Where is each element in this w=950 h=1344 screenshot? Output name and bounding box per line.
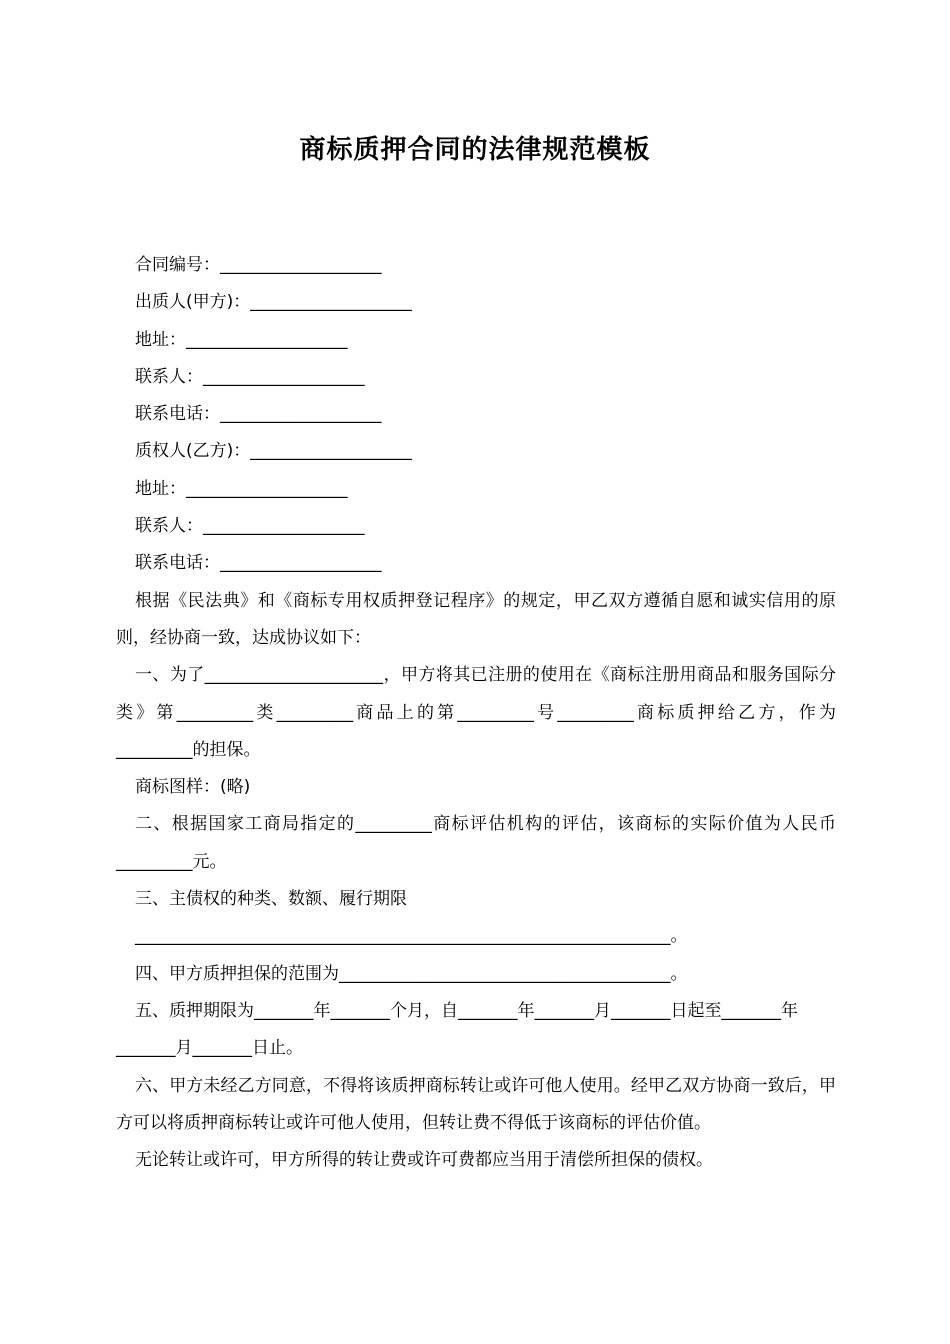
clause-6: 六、甲方未经乙方同意，不得将该质押商标转让或许可他人使用。经甲乙双方协商一致后，甲方可以将质押商标转让或许可他人使用，但转让费不得低于该商标的评估价值。: [116, 1075, 836, 1133]
pledgor-field: 出质人(甲方)：___________________: [135, 292, 412, 313]
clause-1: 一、为了_____________________，甲方将其已注册的使用在《商标注册用商品和服务国际分类》第_________类_________商品上的第_________号_________商标质押给乙方，作为_________的担保。: [116, 665, 836, 760]
pledgor-address-field: 地址：___________________: [135, 329, 348, 350]
pledgee-address-field: 地址：___________________: [135, 478, 348, 499]
pledgee-contact-field: 联系人：___________________: [135, 516, 365, 537]
pledgor-phone-field: 联系电话：___________________: [135, 404, 382, 425]
pledgee-field: 质权人(乙方)：___________________: [135, 441, 412, 462]
clause-6-note: 无论转让或许可，甲方所得的转让费或许可费都应当用于清偿所担保的债权。: [135, 1150, 713, 1171]
trademark-sample-line: 商标图样：(略): [135, 777, 251, 798]
document-title: 商标质押合同的法律规范模板: [299, 135, 651, 165]
clause-2: 二、根据国家工商局指定的_________商标评估机构的评估，该商标的实际价值为人民币_________元。: [116, 814, 836, 872]
clause-5: 五、质押期限为_______年_______个月，自_______年_______月_______日起至_______年_______月_______日止。: [116, 1000, 798, 1059]
contract-number-field: 合同编号：___________________: [135, 255, 382, 275]
pledgor-contact-field: 联系人：___________________: [135, 366, 365, 387]
pledgee-phone-field: 联系电话：___________________: [135, 553, 382, 574]
document-body: [116, 247, 836, 1179]
clause-4: 四、甲方质押担保的范围为_______________________________________。: [135, 963, 688, 984]
intro-paragraph: 根据《民法典》和《商标专用权质押登记程序》的规定，甲乙双方遵循自愿和诚实信用的原则，经协商一致，达成协议如下：: [116, 590, 836, 648]
clause-3-blank: _______________________________________________________________。: [135, 926, 688, 947]
clause-3: 三、主债权的种类、数额、履行期限: [135, 889, 407, 910]
